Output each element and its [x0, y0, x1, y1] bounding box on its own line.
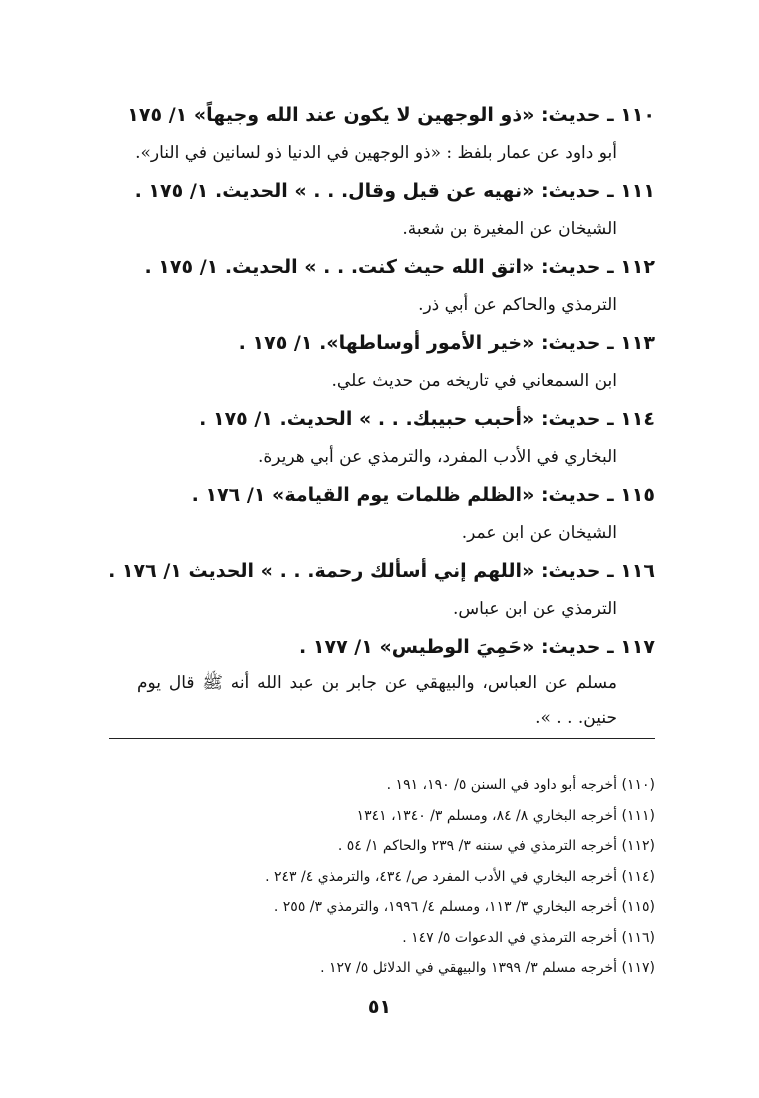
hadith-entries	[95, 96, 655, 736]
footnote-114: (١١٤) أخرجه البخاري في الأدب المفرد ص/ ٤٣٤، والترمذي ٤/ ٢٤٣ .	[265, 868, 655, 885]
footnote-115: (١١٥) أخرجه البخاري ٣/ ١١٣، ومسلم ٤/ ١٩٩٦، والترمذي ٣/ ٢٥٥ .	[273, 899, 655, 915]
entry-115	[95, 476, 655, 552]
entry-116	[95, 552, 655, 628]
entry-111	[95, 172, 655, 248]
footnote-110: (١١٠) أخرجه أبو داود في السنن ٥/ ١٩٠، ١٩١ .	[386, 777, 655, 793]
entry-114	[95, 400, 655, 476]
page-number: ٥١	[367, 996, 392, 1018]
entry-source: مسلم عن العباس، والبيهقي عن جابر بن عبد الله أنه ﷺ قال يوم حنين. . . ».	[137, 673, 617, 728]
entry-heading: ١١٣ ـ حديث: «خير الأمور أوساطها». ١/ ١٧٥ .	[238, 332, 655, 354]
footnote-divider	[109, 738, 655, 739]
entry-heading: ١١٤ ـ حديث: «أحبب حبيبك. . . » الحديث. ١/ ١٧٥ .	[199, 408, 655, 430]
footnote-112: (١١٢) أخرجه الترمذي في سننه ٣/ ٢٣٩ والحاكم ١/ ٥٤ .	[337, 838, 655, 854]
entry-heading: ١١٦ ـ حديث: «اللهم إني أسألك رحمة. . . » الحديث ١/ ١٧٦ .	[108, 560, 655, 582]
entry-113	[95, 324, 655, 400]
entry-source: الترمذي والحاكم عن أبي ذر.	[418, 295, 617, 315]
entry-heading: ١١٥ ـ حديث: «الظلم ظلمات يوم القيامة» ١/ ١٧٦ .	[191, 484, 655, 506]
entry-source: البخاري في الأدب المفرد، والترمذي عن أبي هريرة.	[257, 447, 617, 467]
entry-source: أبو داود عن عمار بلفظ : «ذو الوجهين في الدنيا ذو لسانين في النار».	[135, 143, 617, 163]
entry-heading: ١١١ ـ حديث: «نهيه عن قيل وقال. . . » الحديث. ١/ ١٧٥ .	[134, 180, 655, 202]
footnote-116: (١١٦) أخرجه الترمذي في الدعوات ٥/ ١٤٧ .	[402, 929, 655, 946]
entry-source: ابن السمعاني في تاريخه من حديث علي.	[331, 371, 617, 391]
entry-heading: ١١٧ ـ حديث: «حَمِيَ الوطيس» ١/ ١٧٧ .	[299, 636, 655, 658]
entry-110	[95, 96, 655, 172]
entry-source: الشيخان عن ابن عمر.	[461, 523, 617, 543]
entry-source: الترمذي عن ابن عباس.	[452, 599, 617, 619]
footnote-117: (١١٧) أخرجه مسلم ٣/ ١٣٩٩ والبيهقي في الدلائل ٥/ ١٢٧ .	[320, 960, 655, 976]
entry-source: الشيخان عن المغيرة بن شعبة.	[402, 219, 617, 239]
entry-117	[95, 628, 655, 736]
entry-112	[95, 248, 655, 324]
entry-heading: ١١٢ ـ حديث: «اتق الله حيث كنت. . . » الحديث. ١/ ١٧٥ .	[144, 256, 655, 278]
footnote-111: (١١١) أخرجه البخاري ٨/ ٨٤، ومسلم ٣/ ١٣٤٠، ١٣٤١	[356, 807, 655, 824]
entry-heading: ١١٠ ـ حديث: «ذو الوجهين لا يكون عند الله وجيهاً» ١/ ١٧٥	[127, 104, 655, 126]
footnotes	[95, 770, 655, 984]
